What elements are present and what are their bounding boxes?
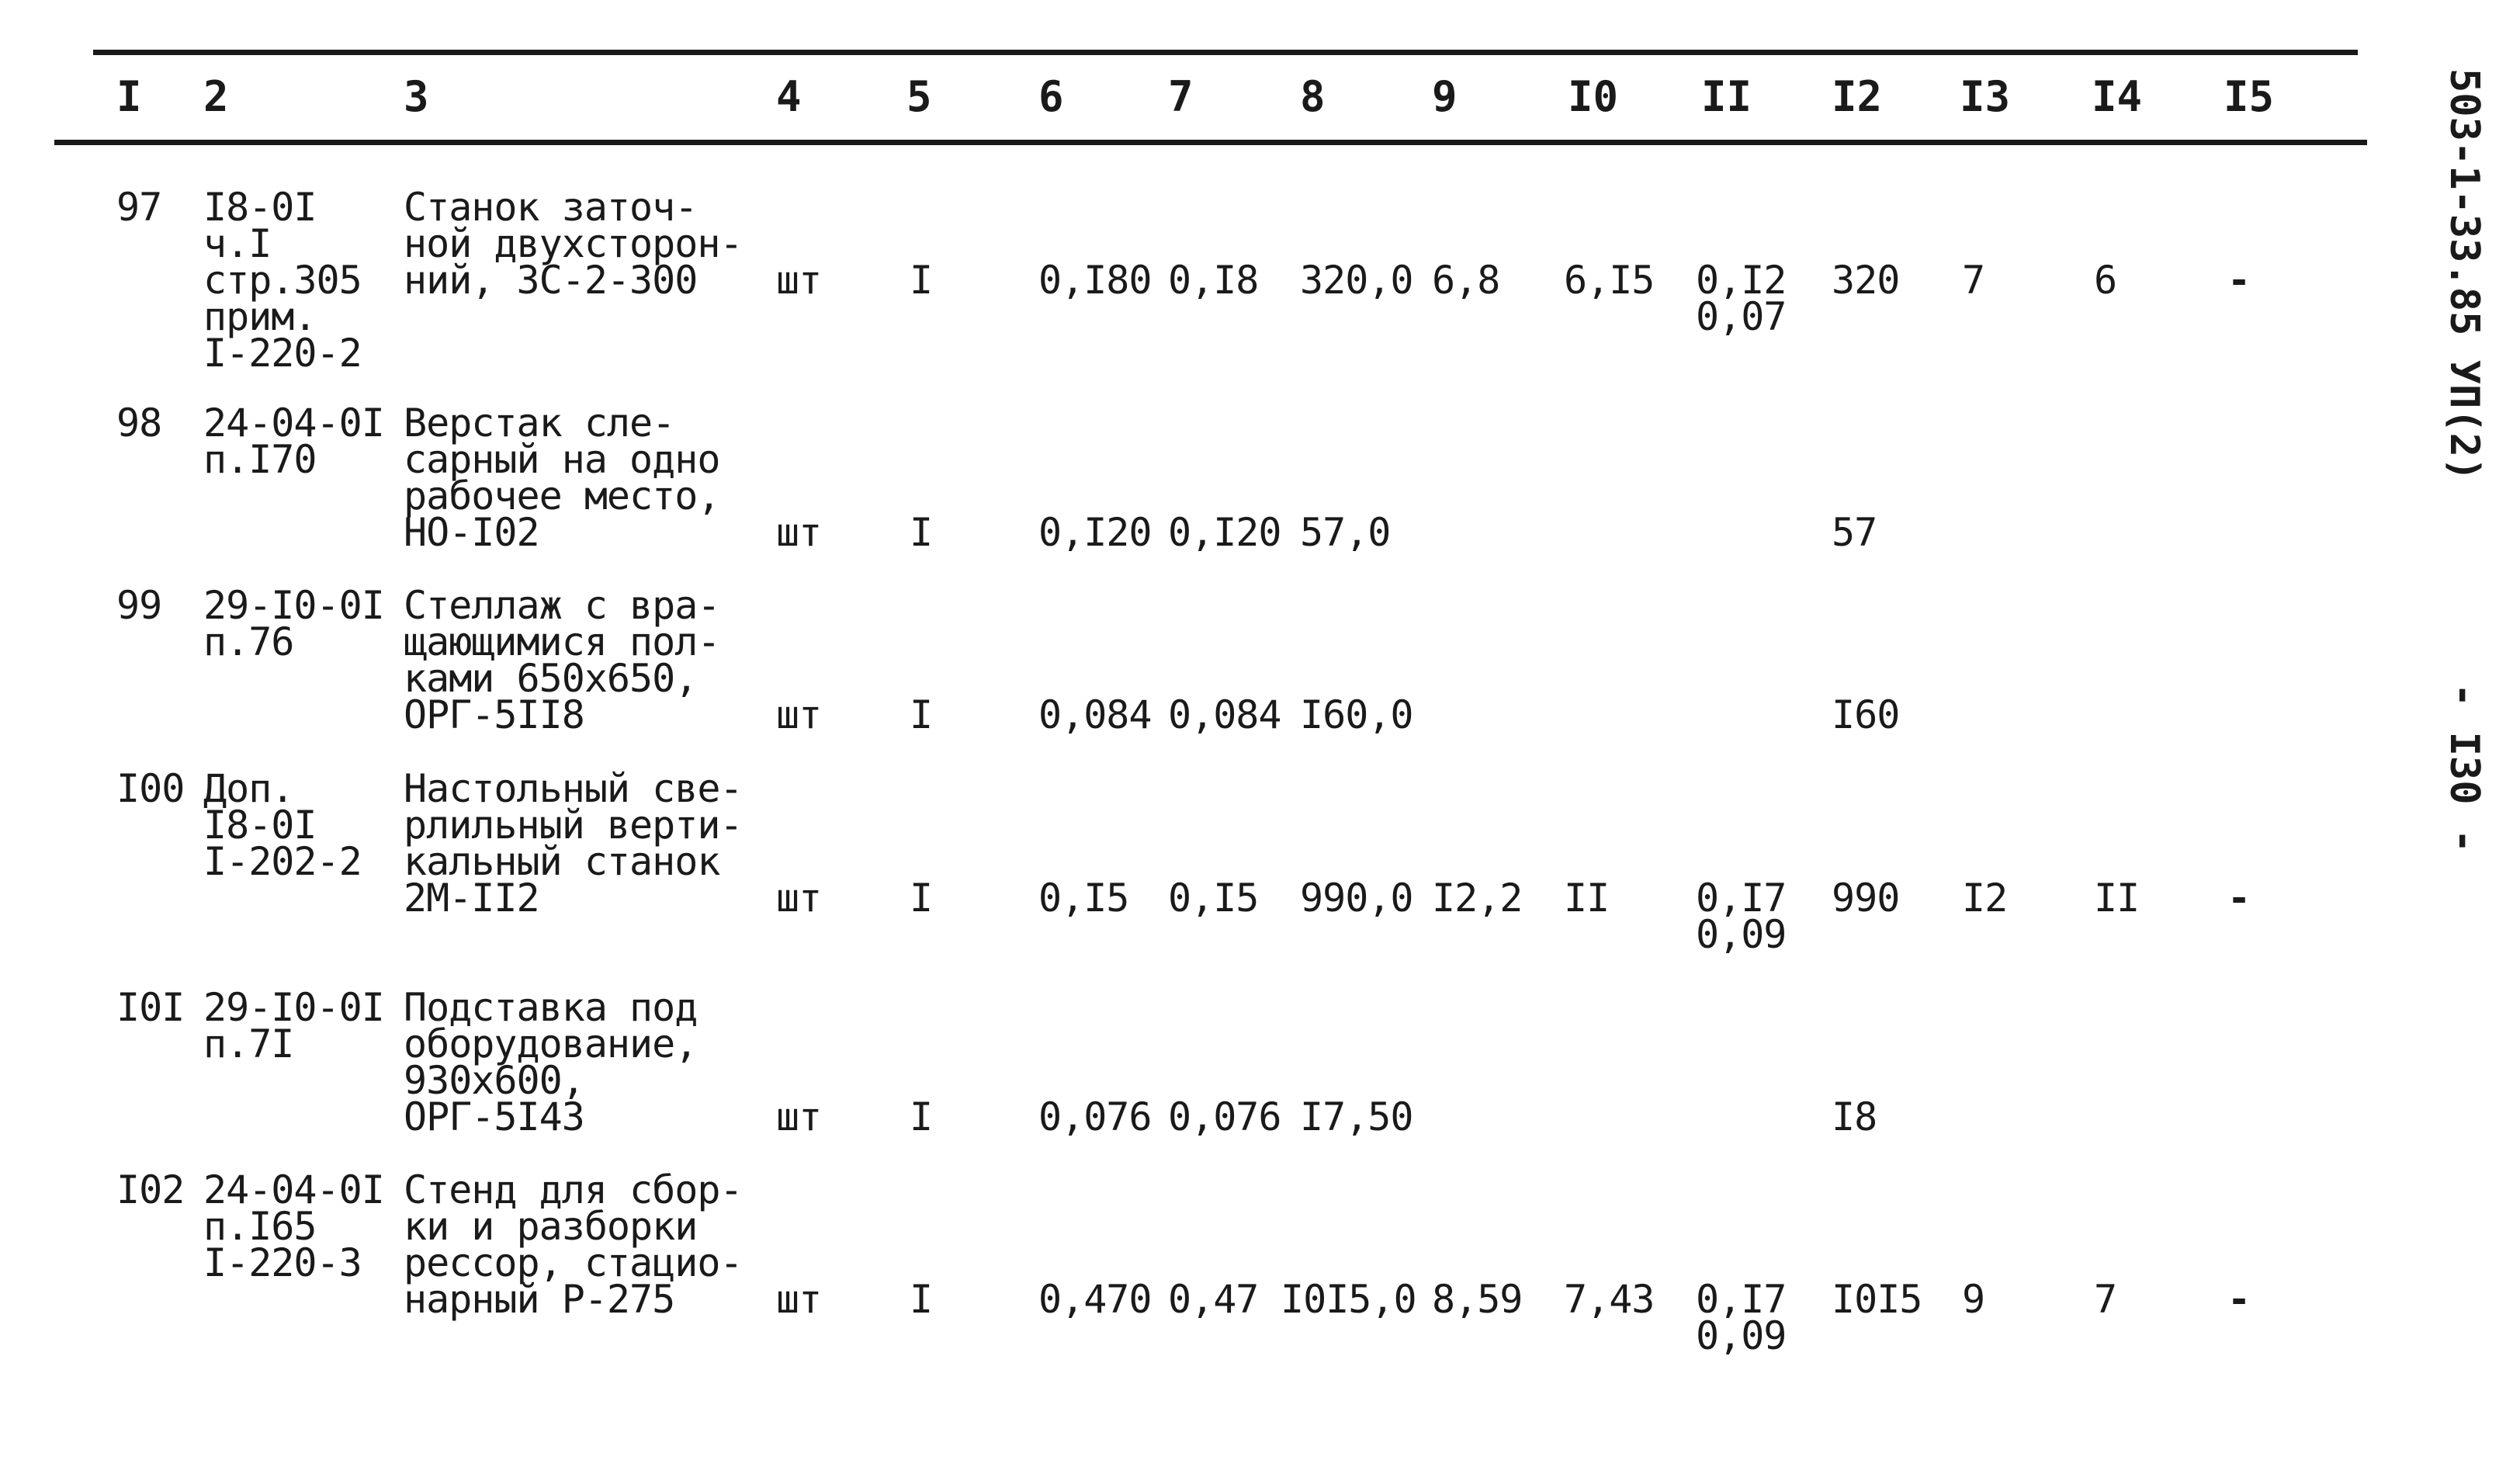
row-number: 97 bbox=[116, 185, 162, 230]
col-header-7: 7 bbox=[1168, 72, 1194, 121]
row-col-7: 0,076 bbox=[1168, 1094, 1281, 1139]
row-col-11: 0,I7 0,09 bbox=[1696, 876, 1787, 957]
row-qty: I bbox=[910, 1094, 933, 1139]
row-col-15: - bbox=[2227, 876, 2251, 921]
row-col-6: 0,I20 bbox=[1038, 510, 1152, 555]
row-col-6: 0,076 bbox=[1038, 1094, 1152, 1139]
col-header-6: 6 bbox=[1038, 72, 1064, 121]
col-header-4: 4 bbox=[776, 72, 802, 121]
row-col-8: I7,50 bbox=[1300, 1094, 1413, 1139]
row-col-14: 6 bbox=[2094, 258, 2117, 303]
col-header-8: 8 bbox=[1300, 72, 1326, 121]
row-col-7: 0,I5 bbox=[1168, 876, 1259, 921]
row-col-12: 320 bbox=[1832, 258, 1900, 303]
page-number: - I30 - bbox=[2441, 683, 2487, 854]
row-unit: шт bbox=[776, 692, 822, 737]
row-col-6: 0,I5 bbox=[1038, 876, 1129, 921]
row-col-6: 0,084 bbox=[1038, 692, 1152, 737]
col-header-1: I bbox=[116, 72, 142, 121]
row-col-10: II bbox=[1564, 876, 1610, 921]
col-header-11: II bbox=[1701, 72, 1752, 121]
row-col-10: 7,43 bbox=[1564, 1277, 1655, 1322]
row-col-8: 990,0 bbox=[1300, 876, 1413, 921]
row-col-14: 7 bbox=[2094, 1277, 2117, 1322]
row-col-15: - bbox=[2227, 1277, 2251, 1322]
row-qty: I bbox=[910, 876, 933, 921]
row-col-13: 9 bbox=[1962, 1277, 1985, 1322]
row-col-14: II bbox=[2094, 876, 2140, 921]
row-col-13: 7 bbox=[1962, 258, 1985, 303]
row-unit: шт bbox=[776, 510, 822, 555]
row-col-12: I60 bbox=[1832, 692, 1900, 737]
row-col-12: I8 bbox=[1832, 1094, 1877, 1139]
col-header-9: 9 bbox=[1432, 72, 1458, 121]
row-qty: I bbox=[910, 258, 933, 303]
header-rule bbox=[54, 140, 2367, 145]
row-number: I0I bbox=[116, 985, 185, 1030]
row-name: Верстак сле- сарный на одно рабочее место, НО-I02 bbox=[404, 401, 720, 555]
row-code: I8-0I ч.I стр.305 прим. I-220-2 bbox=[203, 185, 362, 376]
row-name: Подставка под оборудование, 930х600, ОРГ-5I43 bbox=[404, 985, 698, 1139]
row-name: Стенд для сбор- ки и разборки рессор, стацио- нарный Р-275 bbox=[404, 1167, 743, 1322]
row-code: 24-04-0I п.I70 bbox=[203, 401, 384, 482]
row-col-10: 6,I5 bbox=[1564, 258, 1655, 303]
row-col-12: 57 bbox=[1832, 510, 1877, 555]
col-header-12: I2 bbox=[1832, 72, 1883, 121]
row-number: I00 bbox=[116, 766, 185, 811]
row-col-13: I2 bbox=[1962, 876, 2008, 921]
row-col-12: I0I5 bbox=[1832, 1277, 1922, 1322]
col-header-10: I0 bbox=[1568, 72, 1619, 121]
row-col-7: 0,I8 bbox=[1168, 258, 1259, 303]
row-col-9: 8,59 bbox=[1432, 1277, 1523, 1322]
row-unit: шт bbox=[776, 1277, 822, 1322]
row-col-8: 320,0 bbox=[1300, 258, 1413, 303]
row-code: 24-04-0I п.I65 I-220-3 bbox=[203, 1167, 384, 1285]
row-name: Станок заточ- ной двухсторон- ний, 3С-2-300 bbox=[404, 185, 743, 303]
col-header-13: I3 bbox=[1960, 72, 2011, 121]
row-unit: шт bbox=[776, 258, 822, 303]
row-col-7: 0,084 bbox=[1168, 692, 1281, 737]
document-code: 503-1-33.85 УП(2) bbox=[2441, 68, 2487, 482]
row-code: 29-I0-0I п.7I bbox=[203, 985, 384, 1066]
row-qty: I bbox=[910, 1277, 933, 1322]
row-number: I02 bbox=[116, 1167, 185, 1212]
row-number: 98 bbox=[116, 401, 162, 446]
row-col-11: 0,I2 0,07 bbox=[1696, 258, 1787, 339]
col-header-2: 2 bbox=[203, 72, 229, 121]
row-col-11: 0,I7 0,09 bbox=[1696, 1277, 1787, 1358]
col-header-14: I4 bbox=[2092, 72, 2143, 121]
col-header-5: 5 bbox=[906, 72, 932, 121]
col-header-15: I5 bbox=[2224, 72, 2275, 121]
top-rule bbox=[93, 50, 2358, 55]
row-col-12: 990 bbox=[1832, 876, 1900, 921]
row-code: 29-I0-0I п.76 bbox=[203, 583, 384, 664]
row-qty: I bbox=[910, 692, 933, 737]
row-qty: I bbox=[910, 510, 933, 555]
row-col-7: 0,47 bbox=[1168, 1277, 1259, 1322]
row-col-15: - bbox=[2227, 258, 2251, 303]
row-name: Стеллаж с вра- щающимися пол- ками 650х650, ОРГ-5II8 bbox=[404, 583, 720, 737]
row-unit: шт bbox=[776, 1094, 822, 1139]
row-col-8: 57,0 bbox=[1300, 510, 1391, 555]
row-unit: шт bbox=[776, 876, 822, 921]
row-col-8: I60,0 bbox=[1300, 692, 1413, 737]
row-col-6: 0,470 bbox=[1038, 1277, 1152, 1322]
row-code: Доп. I8-0I I-202-2 bbox=[203, 766, 362, 884]
row-col-6: 0,I80 bbox=[1038, 258, 1152, 303]
row-col-9: 6,8 bbox=[1432, 258, 1500, 303]
row-col-9: I2,2 bbox=[1432, 876, 1523, 921]
row-number: 99 bbox=[116, 583, 162, 628]
row-name: Настольный све- рлильный верти- кальный станок 2М-II2 bbox=[404, 766, 743, 921]
row-col-8: I0I5,0 bbox=[1281, 1277, 1416, 1322]
col-header-3: 3 bbox=[404, 72, 429, 121]
row-col-7: 0,I20 bbox=[1168, 510, 1281, 555]
